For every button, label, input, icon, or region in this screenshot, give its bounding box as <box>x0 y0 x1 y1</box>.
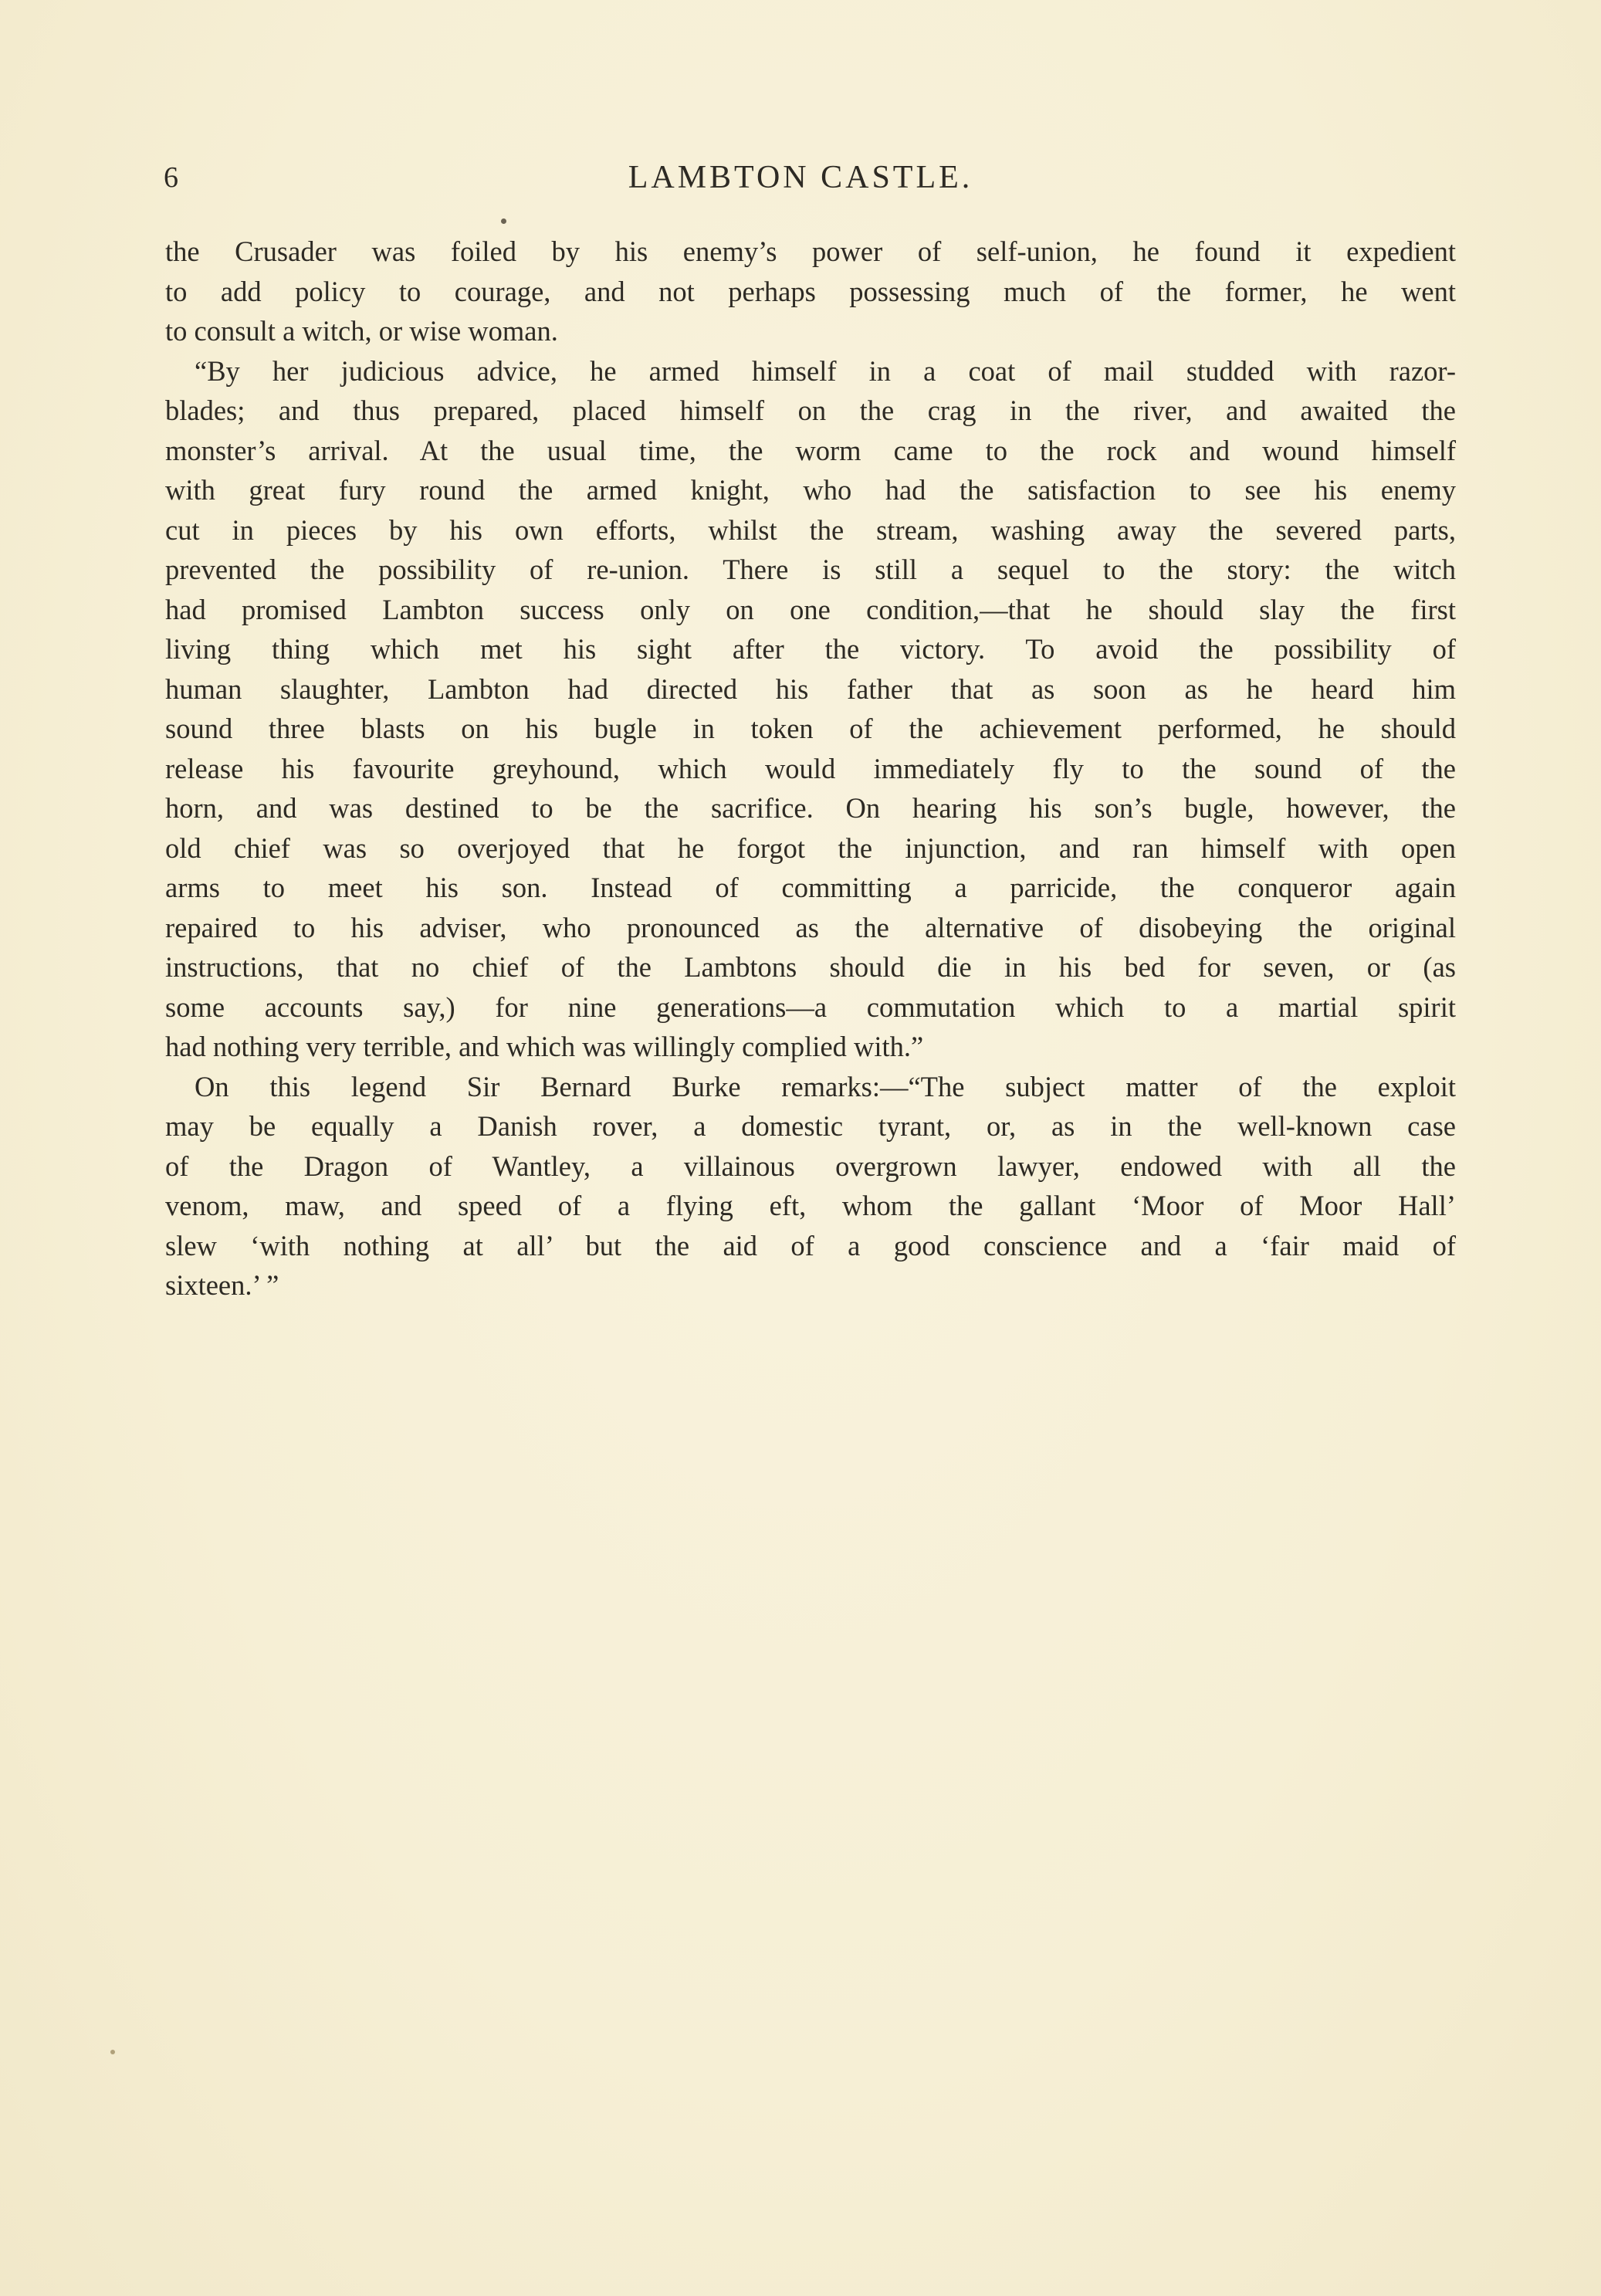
text-line: had promised Lambton success only on one condition,—that he should slay the first <box>165 593 1456 625</box>
ink-speck <box>110 2050 115 2054</box>
text-line: to add policy to courage, and not perhaps possessing much of the former, he went <box>165 275 1456 307</box>
text-line: sixteen.’ ” <box>165 1269 279 1301</box>
text-line: On this legend Sir Bernard Burke remarks:—“The subject matter of the exploit <box>195 1070 1456 1102</box>
text-line: “By her judicious advice, he armed himself in a coat of mail studded with razor- <box>195 354 1456 387</box>
text-line: some accounts say,) for nine generations—a commutation which to a martial spirit <box>165 991 1456 1023</box>
ink-speck <box>501 218 506 224</box>
body-text <box>165 232 1456 1305</box>
text-line: monster’s arrival. At the usual time, the worm came to the rock and wound himself <box>165 434 1456 466</box>
text-line: the Crusader was foiled by his enemy’s power of self-union, he found it expedient <box>165 235 1456 267</box>
text-line: instructions, that no chief of the Lambtons should die in his bed for seven, or (as <box>165 951 1456 983</box>
text-line: slew ‘with nothing at all’ but the aid of a good conscience and a ‘fair maid of <box>165 1229 1456 1261</box>
text-line: of the Dragon of Wantley, a villainous overgrown lawyer, endowed with all the <box>165 1150 1456 1182</box>
text-line: blades; and thus prepared, placed himself on the crag in the river, and awaited the <box>165 395 1456 426</box>
text-line: human slaughter, Lambton had directed his father that as soon as he heard him <box>165 672 1456 705</box>
text-line: release his favourite greyhound, which would immediately fly to the sound of the <box>165 752 1456 784</box>
text-line: arms to meet his son. Instead of committing a parricide, the conqueror again <box>165 872 1456 903</box>
text-line: to consult a witch, or wise woman. <box>165 315 558 347</box>
text-line: living thing which met his sight after the victory. To avoid the possibility of <box>165 633 1456 665</box>
text-line: cut in pieces by his own efforts, whilst the stream, washing away the severed parts, <box>165 513 1456 546</box>
text-line: venom, maw, and speed of a flying eft, whom the gallant ‘Moor of Moor Hall’ <box>165 1190 1456 1221</box>
text-line: may be equally a Danish rover, a domestic tyrant, or, as in the well-known case <box>165 1110 1456 1142</box>
text-line: old chief was so overjoyed that he forgot the injunction, and ran himself with open <box>165 831 1456 864</box>
text-line: horn, and was destined to be the sacrifice. On hearing his son’s bugle, however, the <box>165 792 1456 824</box>
text-line: sound three blasts on his bugle in token of the achievement performed, he should <box>165 713 1456 744</box>
text-line: prevented the possibility of re-union. There is still a sequel to the story: the witch <box>165 554 1456 585</box>
text-line: repaired to his adviser, who pronounced as the alternative of disobeying the original <box>165 911 1456 943</box>
text-line: with great fury round the armed knight, who had the satisfaction to see his enemy <box>165 474 1456 506</box>
text-line: had nothing very terrible, and which was willingly complied with.” <box>165 1031 924 1062</box>
page-header <box>164 158 1456 205</box>
running-head: LAMBTON CASTLE. <box>628 160 973 195</box>
page-number: 6 <box>164 161 179 194</box>
